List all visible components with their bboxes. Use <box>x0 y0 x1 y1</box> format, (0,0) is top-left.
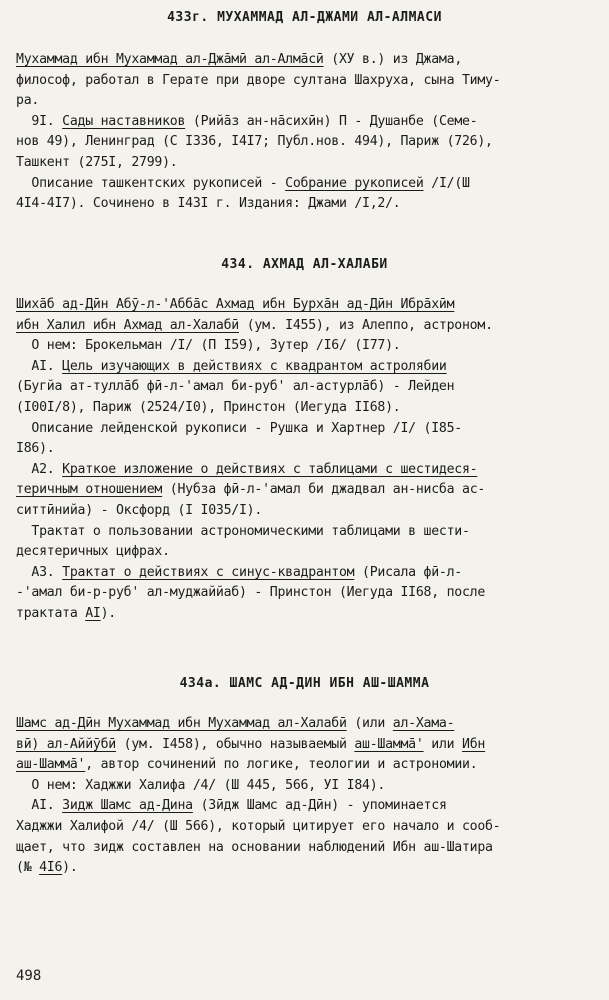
text-line <box>16 174 470 194</box>
text-line <box>16 71 500 91</box>
text-line <box>16 776 385 796</box>
text-line <box>16 336 400 356</box>
text-line <box>16 501 262 521</box>
line-text: трактата <box>16 606 86 621</box>
text-line <box>16 377 454 397</box>
line-text: (XУ в.) из Джама, <box>323 52 463 67</box>
line-text: А2. <box>16 461 63 477</box>
line-text: или <box>423 736 463 752</box>
line-text: AI. <box>16 798 63 814</box>
line-text: Трактат о пользовании астрономическими таблицами в шести- <box>16 523 470 539</box>
page-number: 498 <box>16 968 42 984</box>
line-text: Ташкент (275I, 2799). <box>16 155 178 170</box>
underlined-title: Собрание рукописей <box>285 175 424 191</box>
text-line <box>16 153 177 173</box>
underlined-title: Шамс ад-Дӣн Мухаммад ибн Мухаммад ал-Халабӣ <box>16 716 347 731</box>
section-heading: 434. АХМАД АЛ-ХАЛАБИ <box>221 257 388 272</box>
line-text: ситтӣнийа) - Оксфорд (I I035/I). <box>16 503 263 518</box>
line-text: (I00I/8), Париж (2524/I0), Принстон (Иегуда II68). <box>16 400 401 415</box>
text-line <box>16 583 485 603</box>
underlined-title: вӣ) ал-Аййӯбӣ <box>16 736 116 752</box>
line-text: нов 49), Ленинград (С I336, I4I7; Публ.нов. 494), Париж (726), <box>16 134 493 150</box>
section-heading: 434а. ШАМС АД-ДИН ИБН АШ-ШАММА <box>179 676 430 691</box>
underlined-title: ал-Хама- <box>392 716 455 731</box>
text-line <box>16 755 477 775</box>
line-text: -'амал би-р-руб' ал-муджаййаб) - Принстон (Иегуда II68, после <box>16 585 486 601</box>
line-text: I86). <box>16 441 55 457</box>
line-text: десятеричных цифрах. <box>16 544 170 560</box>
text-line <box>16 316 493 336</box>
line-text: О нем: Брокельман /I/ (П I59), Зутер /I6/ (I77). <box>16 338 401 354</box>
text-line <box>16 194 400 214</box>
underlined-title: AI <box>85 606 101 621</box>
underlined-title: Шиха̄б ад-Дӣн Абӯ-л-'Абба̄с Ахмад ибн Бурха̄н ад-Дӣн Ибра̄хӣм <box>16 297 455 312</box>
line-text: /I/(Ш <box>423 175 470 191</box>
section-heading: 433г. МУХАММАД АЛ-ДЖАМИ АЛ-АЛМАСИ <box>167 10 442 25</box>
line-text: Описание ташкентских рукописей - <box>16 175 286 191</box>
line-text: (ум. I458), обычно называемый <box>115 736 355 752</box>
line-text: А3. <box>16 564 63 580</box>
line-text: Описание лейденской рукописи - Рушка и Хартнер /I/ (I85- <box>16 420 462 436</box>
text-line <box>16 398 400 418</box>
text-line <box>16 460 477 480</box>
text-line <box>16 858 78 878</box>
line-text: щает, что зидж составлен на основании наблюдений Ибн аш-Шатира <box>16 839 493 855</box>
text-line <box>16 112 477 132</box>
line-text: (или <box>346 716 393 731</box>
underlined-title: 4I6 <box>39 860 63 876</box>
text-line <box>16 714 454 734</box>
line-text: Хаджжи Халифой /4/ (Ш 566), который цитирует его начало и сооб- <box>16 819 501 834</box>
line-text: AI. <box>16 358 63 374</box>
line-text: (Зӣдж Шамс ад-Дӣн) - упоминается <box>192 798 447 814</box>
line-text: философ, работал в Герате при дворе султана Шахруха, сына Тиму- <box>16 72 501 88</box>
underlined-title: Сады наставников <box>62 113 186 129</box>
underlined-title: Мухаммад ибн Мухаммад ал-Джа̄мӣ ал-Алма̄сӣ <box>16 52 324 67</box>
text-line <box>16 357 447 377</box>
text-line <box>16 439 54 459</box>
text-line <box>16 735 485 755</box>
line-text: (№ <box>16 860 40 876</box>
underlined-title: Цель изучающих в действиях с квадрантом астролябии <box>62 358 447 374</box>
text-line <box>16 132 493 152</box>
text-line <box>16 50 462 70</box>
text-line <box>16 295 454 315</box>
line-text: , автор сочинений по логике, теологии и астрономии. <box>85 757 478 773</box>
text-line <box>16 480 485 500</box>
line-text: ра. <box>16 93 40 109</box>
text-line <box>16 419 462 439</box>
line-text: 4I4-4I7). Сочинено в I43I г. Издания: Джами /I,2/. <box>16 196 401 212</box>
underlined-title: аш-Шамма̄' <box>354 736 424 752</box>
line-text: (Нубза фӣ-л-'амал би джадвал ан-нисба ас- <box>162 482 486 498</box>
underlined-title: Зидж Шамс ад-Дина <box>62 798 193 814</box>
text-line <box>16 522 470 542</box>
underlined-title: Ибн <box>462 736 486 752</box>
text-line <box>16 563 462 583</box>
underlined-title: Трактат о действиях с синус-квадрантом <box>62 564 355 580</box>
underlined-title: ибн Халил ибн Ахмад ал-Халабӣ <box>16 317 239 333</box>
text-line <box>16 796 447 816</box>
line-text: О нем: Хаджжи Халифа /4/ (Ш 445, 566, УI I84). <box>16 777 386 793</box>
line-text: ). <box>100 606 116 621</box>
text-line <box>16 838 493 858</box>
underlined-title: теричным отношением <box>16 482 163 498</box>
text-line <box>16 91 39 111</box>
text-line <box>16 817 500 837</box>
line-text: 9I. <box>16 113 63 129</box>
underlined-title: Краткое изложение о действиях с таблицами с шестидеся- <box>62 461 478 477</box>
line-text: (ум. I455), из Алеппо, астроном. <box>239 317 493 333</box>
text-line <box>16 604 116 624</box>
underlined-title: аш-Шамма̄' <box>16 757 86 773</box>
line-text: ). <box>62 860 78 876</box>
line-text: (Рийа̄з ан-на̄сихӣн) П - Душанбе (Семе- <box>185 113 478 129</box>
line-text: (Бугйа ат-тулла̄б фӣ-л-'амал би-руб' ал-астурла̄б) - Лейден <box>16 379 455 395</box>
text-line <box>16 542 170 562</box>
line-text: (Рисала фӣ-л- <box>354 564 462 580</box>
